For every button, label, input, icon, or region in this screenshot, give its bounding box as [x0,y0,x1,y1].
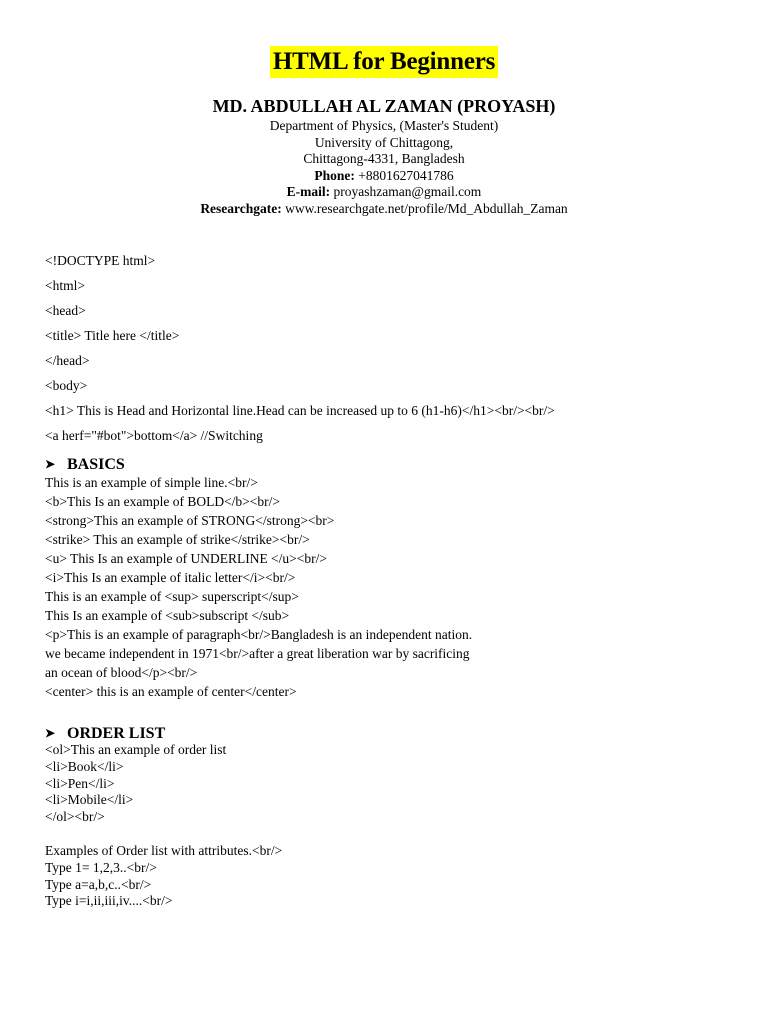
code-line: <title> Title here </title> [45,328,180,343]
code-line: </head> [45,353,90,368]
code-line: <a herf="#bot">bottom</a> //Switching [45,428,263,443]
order-list-attr-line: Type i=i,ii,iii,iv....<br/> [45,893,173,909]
researchgate-line [0,201,768,218]
basics-line: <b>This Is an example of BOLD</b><br/> [45,494,281,509]
order-list-heading [45,724,165,743]
author-name: MD. ABDULLAH AL ZAMAN (PROYASH) [212,96,556,116]
researchgate-value: www.researchgate.net/profile/Md_Abdullah_Zaman [281,200,568,216]
basics-line: This Is an example of <sub>subscript </sub> [45,608,290,623]
email-label: E-mail: [286,184,331,200]
order-list-heading-text: ORDER LIST [67,725,166,742]
title-wrap [0,46,768,78]
code-line: <head> [45,303,86,318]
order-list-line: <ol>This an example of order list [45,742,227,757]
code-line: <body> [45,378,88,393]
code-line: <h1> This is Head and Horizontal line.Head can be increased up to 6 (h1-h6)</h1><br/><br/> [45,403,555,418]
basics-line: <u> This Is an example of UNDERLINE </u><br/> [45,551,328,566]
email-value: proyashzaman@gmail.com [330,184,482,200]
document-title: HTML for Beginners [270,46,498,78]
author-info [0,118,768,218]
order-list-line: <li>Mobile</li> [45,792,134,808]
basics-line: we became independent in 1971<br/>after a great liberation war by sacrificing [45,646,470,661]
city-line: Chittagong-4331, Bangladesh [303,151,465,167]
code-line: <!DOCTYPE html> [45,253,156,268]
phone-label: Phone: [314,167,355,183]
basics-line: This is an example of simple line.<br/> [45,475,258,490]
basics-line: <strike> This an example of strike</strike><br/> [45,532,310,547]
basics-heading-text: BASICS [67,456,125,473]
order-list-attr-line: Type a=a,b,c..<br/> [45,876,152,892]
researchgate-label: Researchgate: [200,200,282,216]
basics-line: <strong>This an example of STRONG</strong><br> [45,513,335,528]
arrowhead-bullet-icon: ➤ [45,726,56,740]
code-line: <html> [45,278,85,293]
basics-heading [45,455,125,474]
order-list-attr-line: Examples of Order list with attributes.<br/> [45,843,283,858]
order-list-line: <li>Book</li> [45,758,124,774]
basics-line: This is an example of <sup> superscript</sup> [45,589,299,604]
phone-line [0,168,768,185]
order-list-attr-line: Type 1= 1,2,3..<br/> [45,859,157,875]
department-line: Department of Physics, (Master's Student) [269,118,499,133]
email-line [0,184,768,201]
phone-value: +8801627041786 [354,167,454,183]
basics-line: <i>This Is an example of italic letter</i><br/> [45,570,296,585]
basics-line: <center> this is an example of center</center> [45,684,297,699]
basics-line: an ocean of blood</p><br/> [45,665,198,680]
basics-lines [45,473,472,701]
order-list-line: <li>Pen</li> [45,775,115,791]
order-list-line: </ol><br/> [45,809,105,825]
basics-line: <p>This is an example of paragraph<br/>Bangladesh is an independent nation. [45,627,473,642]
order-list-lines [45,742,226,826]
order-list-attr-lines [45,843,282,910]
university-line: University of Chittagong, [314,134,454,150]
arrowhead-bullet-icon: ➤ [45,457,56,471]
